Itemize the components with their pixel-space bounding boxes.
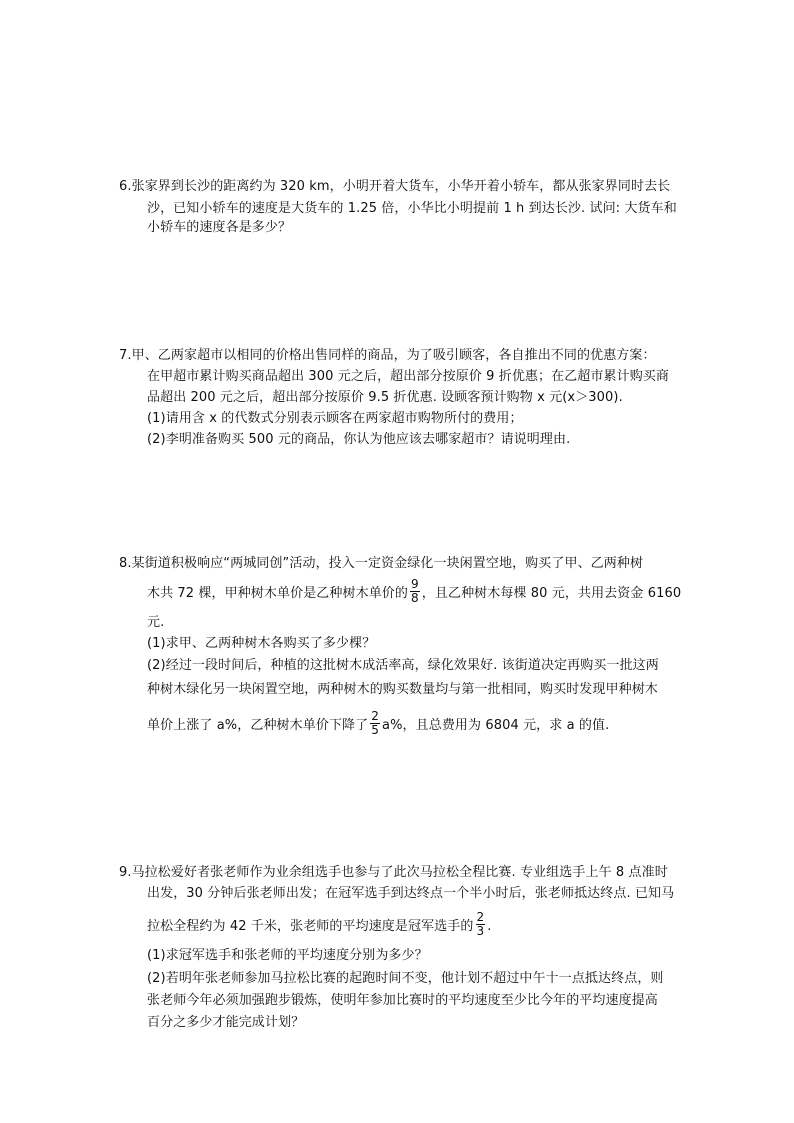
- problem-6-line-2: 沙，已知小轿车的速度是大货车的 1.25 倍，小华比小明提前 1 h 到达长沙. 试问: 大货车和: [147, 201, 677, 216]
- problem-8-question-2-line-2: 种树木绿化另一块闲置空地，两种树木的购买数量均与第一批相同，购买时发现甲种树木: [147, 682, 658, 697]
- fraction-2-over-5: [370, 710, 380, 737]
- problem-9-question-2-line-2: 张老师今年必须加强跑步锻炼，使明年参加比赛时的平均速度至少比今年的平均速度提高: [147, 993, 658, 1008]
- problem-9-line-1: 9.马拉松爱好者张老师作为业余组选手也参与了此次马拉松全程比赛. 专业组选手上午 8 点准时: [119, 865, 668, 880]
- problem-7-line-2: 在甲超市累计购买商品超出 300 元之后，超出部分按原价 9 折优惠；在乙超市累计购买商: [147, 369, 670, 384]
- problem-8-line-2: [147, 577, 682, 607]
- problem-8-question-2-line-3: [147, 709, 610, 739]
- problem-8-question-1: (1)求甲、乙两种树木各购买了多少棵？: [147, 636, 376, 651]
- problem-6-line-1: 6.张家界到长沙的距离约为 320 km，小明开着大货车，小华开着小轿车，都从张家界同时去长: [119, 179, 671, 194]
- fraction-2-over-3: [476, 911, 486, 938]
- problem-7-question-1: (1)请用含 x 的代数式分别表示顾客在两家超市购物所付的费用；: [147, 411, 523, 426]
- problem-9-line-3: [147, 910, 492, 940]
- problem-9-line-2: 出发，30 分钟后张老师出发；在冠军选手到达终点一个半小时后，张老师抵达终点. 已知马: [147, 886, 675, 901]
- problem-9-line-3-text-b: .: [487, 919, 492, 934]
- problem-8-line-2-text-a: 木共 72 棵，甲种树木单价是乙种树木单价的: [147, 586, 409, 601]
- fraction-numerator: 2: [476, 910, 485, 924]
- fraction-denominator: 3: [476, 924, 485, 938]
- problem-7-line-3: 品超出 200 元之后，超出部分按原价 9.5 折优惠. 设顾客预计购物 x 元(x＞300).: [147, 390, 623, 405]
- problem-8-line-1: 8.某街道积极响应“两城同创”活动，投入一定资金绿化一块闲置空地，购买了甲、乙两种树: [119, 556, 644, 571]
- problem-7-question-2: (2)李明准备购买 500 元的商品，你认为他应该去哪家超市？请说明理由.: [147, 432, 571, 447]
- problem-8-line-2-text-b: ，且乙种树木每棵 80 元，共用去资金 6160: [421, 586, 682, 601]
- problem-7-line-1: 7.甲、乙两家超市以相同的价格出售同样的商品，为了吸引顾客，各自推出不同的优惠方案：: [119, 348, 656, 363]
- fraction-denominator: 5: [371, 723, 380, 737]
- problem-8-line-7-text-a: 单价上涨了 a%，乙种树木单价下降了: [147, 718, 369, 733]
- fraction-numerator: 2: [371, 709, 380, 723]
- problem-9-question-1: (1)求冠军选手和张老师的平均速度分别为多少？: [147, 948, 428, 963]
- fraction-9-over-8: [410, 578, 420, 605]
- problem-8-question-2-line-1: (2)经过一段时间后，种植的这批树木成活率高，绿化效果好. 该街道决定再购买一批这两: [147, 658, 659, 673]
- problem-8-line-3: 元.: [147, 615, 165, 630]
- problem-6-line-3: 小轿车的速度各是多少？: [147, 220, 292, 235]
- problem-9-question-2-line-3: 百分之多少才能完成计划？: [147, 1015, 305, 1030]
- problem-9-line-3-text-a: 拉松全程约为 42 千米，张老师的平均速度是冠军选手的: [147, 919, 474, 934]
- problem-9-question-2-line-1: (2)若明年张老师参加马拉松比赛的起跑时间不变，他计划不超过中午十一点抵达终点，则: [147, 971, 664, 986]
- fraction-numerator: 9: [411, 577, 419, 591]
- fraction-denominator: 8: [411, 591, 419, 605]
- problem-8-line-7-text-b: a%，且总费用为 6804 元，求 a 的值.: [382, 718, 610, 733]
